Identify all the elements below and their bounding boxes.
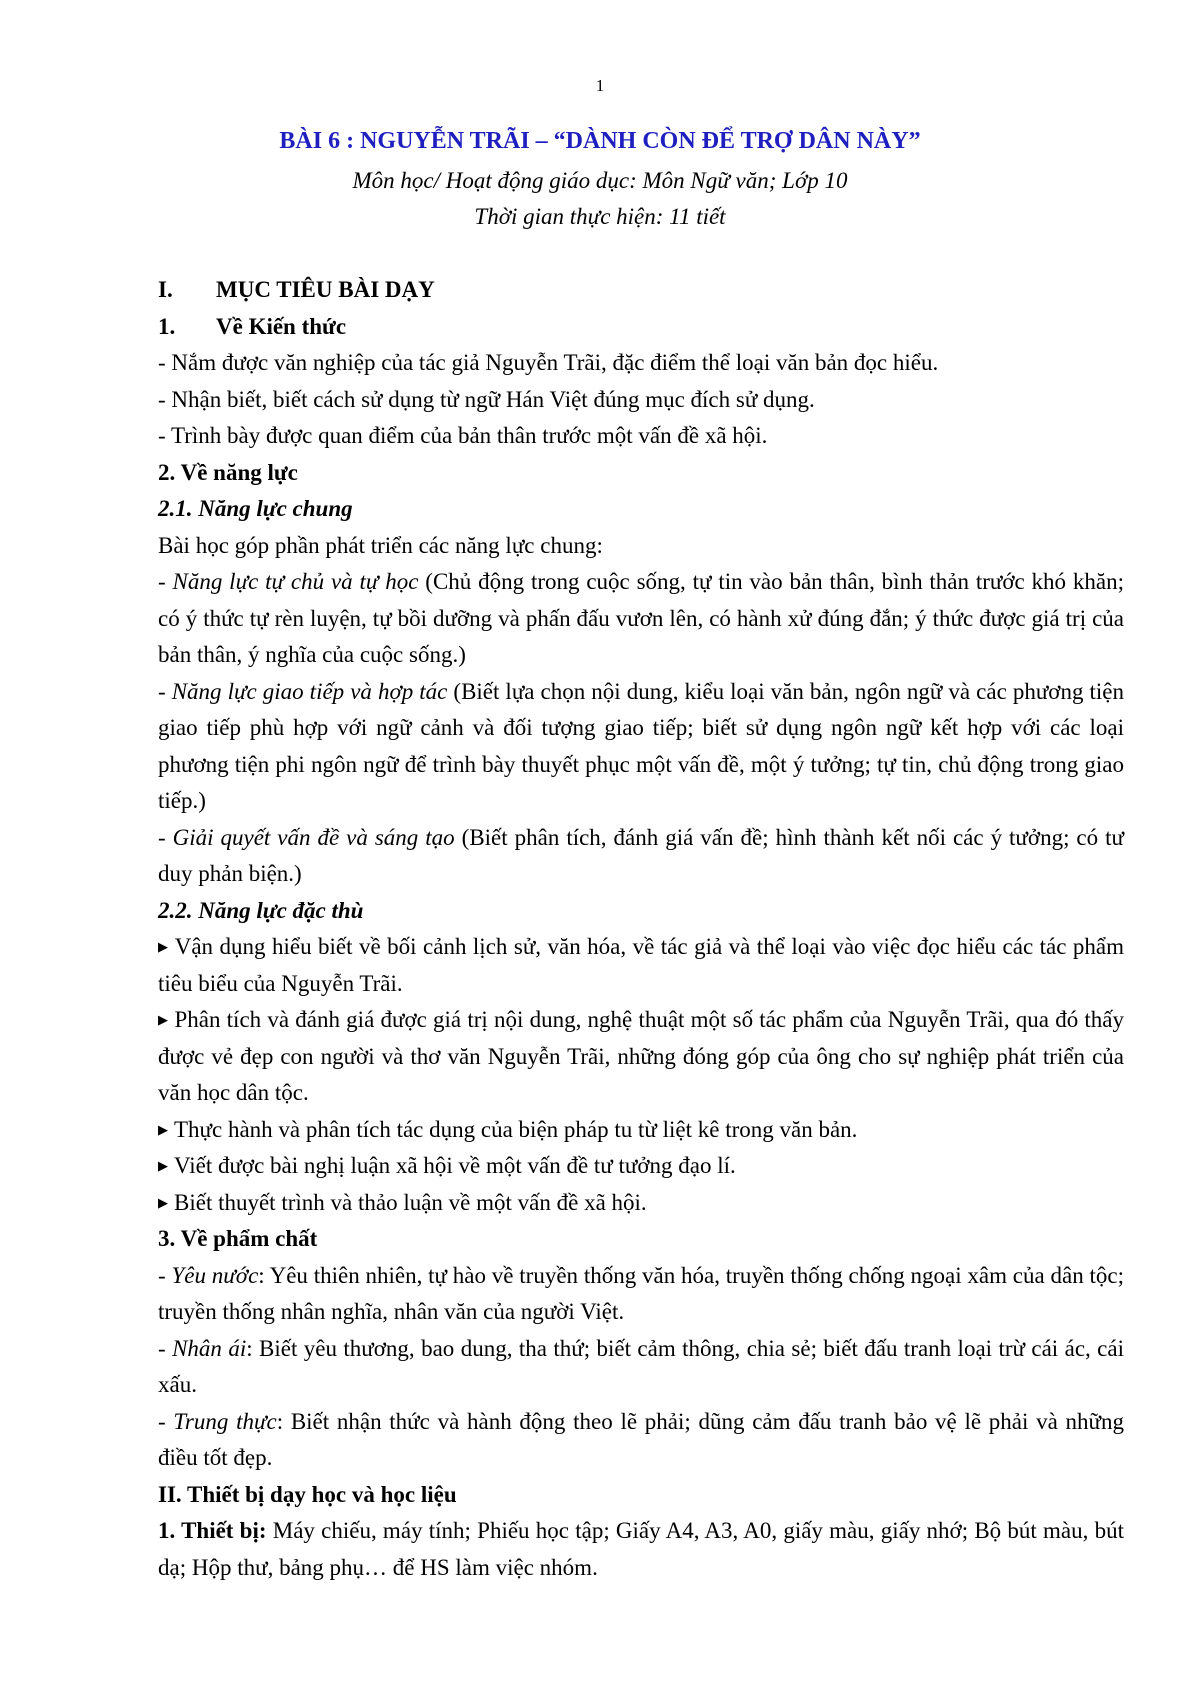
bullet-icon: ▶ [158,1194,168,1210]
quality-item: - Trung thực: Biết nhận thức và hành động theo lẽ phải; dũng cảm đấu tranh bảo vệ lẽ phải và những điều tốt đẹp. [158,1408,1124,1470]
knowledge-item: - Trình bày được quan điểm của bản thân trước một vấn đề xã hội. [158,423,768,448]
general-intro: Bài học góp phần phát triển các năng lực chung: [158,532,603,558]
time-line: Thời gian thực hiện: 11 tiết [474,204,726,229]
section-heading-objectives: I. MỤC TIÊU BÀI DẠY [158,277,435,302]
general-item: - Năng lực tự chủ và tự học (Chủ động trong cuộc sống, tự tin vào bản thân, bình thản trước khó khăn; có ý thức tự rèn luyện, tự bồi dưỡng và phấn đấu vươn lên, có hành xử đúng đắn; ý thức được giá trị của bản thân, ý nghĩa của cuộc sống.) [158,569,1124,667]
equipment-item: 1. Thiết bị: Máy chiếu, máy tính; Phiếu học tập; Giấy A4, A3, A0, giấy màu, giấy nhớ; Bộ bút màu, bút dạ; Hộp thư, bảng phụ… để HS làm việc nhóm. [158,1518,1124,1580]
document-body [158,272,1124,1586]
knowledge-item: - Nhận biết, biết cách sử dụng từ ngữ Hán Việt đúng mục đích sử dụng. [158,386,815,412]
subject-line: Môn học/ Hoạt động giáo dục: Môn Ngữ văn; Lớp 10 [352,168,848,193]
specific-item: ▶ Viết được bài nghị luận xã hội về một vấn đề tư tưởng đạo lí. [158,1153,736,1178]
specific-item: ▶ Biết thuyết trình và thảo luận về một vấn đề xã hội. [158,1189,647,1215]
bullet-icon: ▶ [158,1012,169,1027]
heading-knowledge: 1. Về Kiến thức [158,313,347,339]
specific-item: ▶ Thực hành và phân tích tác dụng của biện pháp tu từ liệt kê trong văn bản. [158,1116,858,1142]
heading-specific-competence: 2.2. Năng lực đặc thù [158,897,364,923]
bullet-icon: ▶ [158,939,169,954]
quality-item: - Yêu nước: Yêu thiên nhiên, tự hào về truyền thống văn hóa, truyền thống chống ngoại xâm của dân tộc; truyền thống nhân nghĩa, nhân văn của người Việt. [158,1262,1124,1324]
general-item: - Năng lực giao tiếp và hợp tác (Biết lựa chọn nội dung, kiểu loại văn bản, ngôn ngữ và các phương tiện giao tiếp phù hợp với ngữ cảnh và đối tượng giao tiếp; biết sử dụng ngôn ngữ kết hợp với các loại phương tiện phi ngôn ngữ để trình bày thuyết phục một vấn đề, một ý tưởng; tự tin, chủ động trong giao tiếp.) [158,678,1124,813]
quality-item: - Nhân ái: Biết yêu thương, bao dung, tha thứ; biết cảm thông, chia sẻ; biết đấu tranh loại trừ cái ác, cái xấu. [158,1335,1124,1397]
section-heading-equipment: II. Thiết bị dạy học và học liệu [158,1481,457,1507]
heading-qualities: 3. Về phẩm chất [158,1226,318,1251]
page-number: 1 [595,76,605,95]
heading-general-competence: 2.1. Năng lực chung [158,496,353,521]
lesson-title: BÀI 6 : NGUYỄN TRÃI – “DÀNH CÒN ĐỂ TRỢ DÂN NÀY” [279,128,921,154]
general-item: - Giải quyết vấn đề và sáng tạo (Biết phân tích, đánh giá vấn đề; hình thành kết nối các ý tưởng; có tư duy phản biện.) [158,824,1124,886]
knowledge-item: - Nắm được văn nghiệp của tác giả Nguyễn Trãi, đặc điểm thể loại văn bản đọc hiểu. [158,350,939,375]
specific-item: ▶ Vận dụng hiểu biết về bối cảnh lịch sử, văn hóa, về tác giả và thể loại vào việc đọc hiểu các tác phẩm tiêu biểu của Nguyễn Trãi. [158,934,1124,996]
bullet-icon: ▶ [158,1158,168,1173]
bullet-icon: ▶ [158,1121,168,1137]
specific-item: ▶ Phân tích và đánh giá được giá trị nội dung, nghệ thuật một số tác phẩm của Nguyễn Trãi, qua đó thấy được vẻ đẹp con người và thơ văn Nguyễn Trãi, những đóng góp của ông cho sự nghiệp phát triển của văn học dân tộc. [158,1007,1124,1105]
heading-competence: 2. Về năng lực [158,459,298,485]
